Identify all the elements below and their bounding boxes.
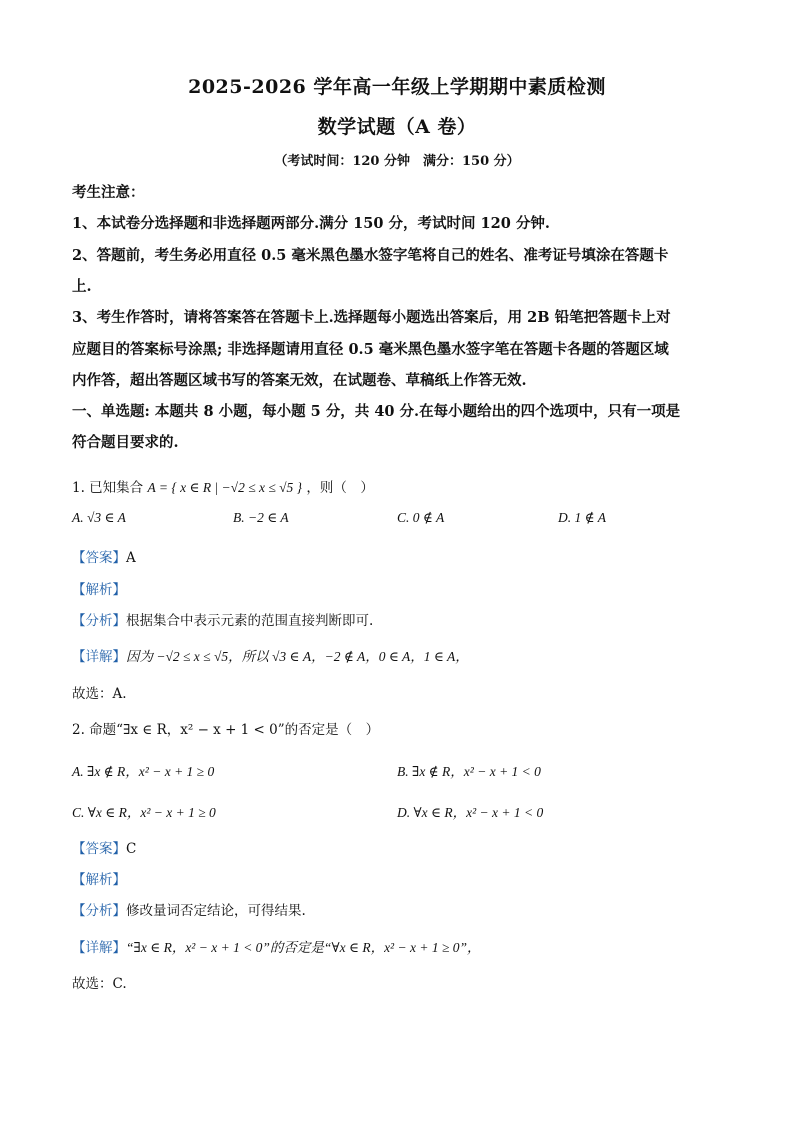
- fenxi-text: 修改量词否定结论，可得结果.: [126, 903, 306, 919]
- question-2-conclusion: 故选：C.: [72, 976, 127, 992]
- note-3-line-2: 应题目的答案标号涂黑; 非选择题请用直径 0.5 毫米黑色墨水签字笔在答题卡各题的答题区域: [72, 341, 669, 358]
- analysis-tag: 【解析】: [72, 582, 126, 598]
- page-title: 2025-2026 学年高一年级上学期期中素质检测: [188, 76, 606, 98]
- exam-duration: （考试时间：120 分钟 满分：150 分）: [274, 154, 520, 169]
- question-1-conclusion: 故选：A.: [72, 686, 127, 702]
- question-1-prefix: 1. 已知集合: [72, 480, 144, 496]
- detail-text: 因为 −√2 ≤ x ≤ √5，所以 √3 ∈ A，−2 ∉ A，0 ∈ A，1 ∈ A，: [126, 649, 469, 664]
- note-3-line-3: 内作答，超出答题区域书写的答案无效，在试题卷、草稿纸上作答无效.: [72, 372, 527, 389]
- answer-tag: 【答案】: [72, 841, 126, 857]
- question-2-fenxi: [72, 899, 724, 919]
- note-3-line-1: 3、考生作答时，请将答案答在答题卡上.选择题每小题选出答案后，用 2B 铅笔把答题卡上对: [72, 309, 671, 326]
- section-heading-line-2: 符合题目要求的.: [72, 434, 179, 451]
- answer-value: A: [126, 550, 136, 566]
- fenxi-text: 根据集合中表示元素的范围直接判断即可.: [126, 613, 374, 629]
- answer-tag: 【答案】: [72, 550, 126, 566]
- section-heading-line-1: 一、单选题: 本题共 8 小题，每小题 5 分，共 40 分.在每小题给出的四个选项中，只有一项是: [72, 403, 681, 420]
- note-2-line-2: 上.: [72, 278, 92, 295]
- question-1-stem: [72, 476, 724, 496]
- question-2-option-b: B. ∃x ∉ R，x² − x + 1 < 0: [397, 764, 541, 779]
- question-2-answer: [72, 837, 724, 857]
- question-2-option-a: A. ∃x ∉ R，x² − x + 1 ≥ 0: [72, 764, 215, 779]
- detail-tag: 【详解】: [72, 649, 126, 665]
- note-2-line-1: 2、答题前，考生务必用直径 0.5 毫米黑色墨水签字笔将自己的姓名、准考证号填涂在答题卡: [72, 247, 669, 264]
- question-1-suffix: ，则（ ）: [306, 480, 374, 496]
- question-1-option-a: A. √3 ∈ A: [72, 510, 126, 525]
- question-2-stem: 2. 命题“∃x ∈ R，x² − x + 1 < 0”的否定是（ ）: [72, 722, 380, 738]
- fenxi-tag: 【分析】: [72, 903, 126, 919]
- question-1-answer: [72, 546, 724, 566]
- detail-tag: 【详解】: [72, 940, 126, 956]
- question-1-fenxi: [72, 609, 724, 629]
- notes-heading: 考生注意：: [72, 184, 145, 201]
- question-2-option-c: C. ∀x ∈ R，x² − x + 1 ≥ 0: [72, 805, 216, 820]
- question-1-set: A = { x ∈ R | −√2 ≤ x ≤ √5 }: [147, 480, 303, 495]
- note-1: 1、本试卷分选择题和非选择题两部分.满分 150 分，考试时间 120 分钟.: [72, 215, 550, 232]
- question-2-option-d: D. ∀x ∈ R，x² − x + 1 < 0: [397, 805, 544, 820]
- question-1-option-d: D. 1 ∉ A: [558, 510, 606, 525]
- detail-text: “∃x ∈ R，x² − x + 1 < 0”的否定是“∀x ∈ R，x² − x + 1 ≥ 0”，: [126, 940, 481, 955]
- question-1-option-c: C. 0 ∉ A: [397, 510, 445, 525]
- question-1-detail: [72, 645, 724, 665]
- page-subtitle: 数学试题（A 卷）: [317, 116, 477, 138]
- question-2-detail: [72, 936, 724, 956]
- analysis-tag: 【解析】: [72, 872, 126, 888]
- answer-value: C: [126, 841, 137, 857]
- question-1-option-b: B. −2 ∈ A: [233, 510, 289, 525]
- fenxi-tag: 【分析】: [72, 613, 126, 629]
